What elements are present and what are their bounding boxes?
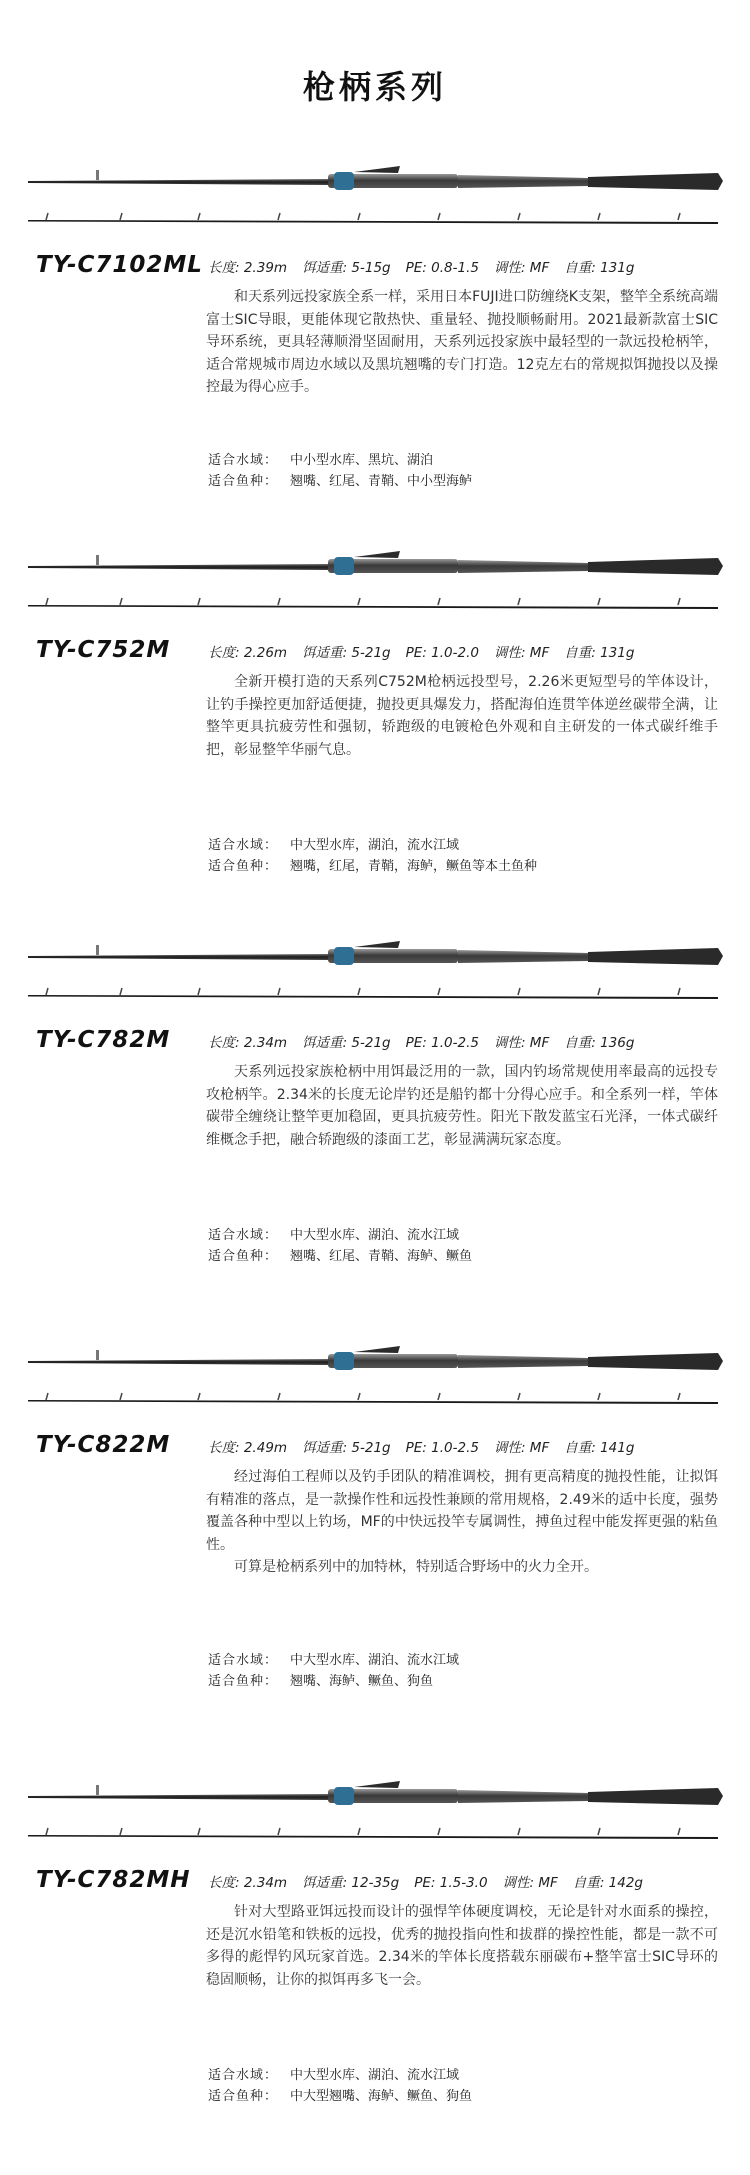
butt-cap xyxy=(588,173,723,190)
tip-guide xyxy=(278,988,280,995)
spec-value: 1.0-2.5 xyxy=(431,1035,479,1051)
spec-value: 136g xyxy=(600,1035,635,1051)
description-paragraph: 全新开模打造的天系列C752M枪柄远投型号，2.26米更短型号的竿体设计，让钓手操控更加舒适便捷，抛投更具爆发力，搭配海伯连贯竿体逆丝碳带全满，让整竿更具抗疲劳性和强韧，轿跑级的电镀枪色外观和自主研发的一体式碳纤维手把，彰显整竿华丽气息。 xyxy=(206,674,718,758)
fish-label: 适合鱼种： xyxy=(208,859,279,874)
water-value: 中大型水库、湖泊、流水江域 xyxy=(290,1228,460,1243)
tip-guide xyxy=(358,598,360,605)
spec-item: 调性: MF xyxy=(493,1440,550,1456)
tip-guide xyxy=(46,598,48,605)
rod-image xyxy=(28,545,728,615)
spec-label: 调性 xyxy=(493,645,521,661)
tip-guide xyxy=(198,598,200,605)
tip-guide xyxy=(198,1828,200,1835)
tip-guide xyxy=(678,1828,680,1835)
spec-item: 调性: MF xyxy=(493,260,550,276)
tip-guide xyxy=(358,1828,360,1835)
product-section xyxy=(0,160,750,560)
spec-value: 5-15g xyxy=(351,260,391,276)
spec-value: MF xyxy=(529,645,550,661)
spec-row xyxy=(208,641,649,661)
spec-label: PE xyxy=(414,1875,431,1891)
tip-guide xyxy=(438,1828,440,1835)
rod-image xyxy=(28,935,728,1005)
spec-label: 自重 xyxy=(564,1440,592,1456)
spec-item: 自重: 131g xyxy=(564,260,635,276)
water-label: 适合水域： xyxy=(208,453,279,468)
model-name: TY-C782MH xyxy=(36,1867,191,1893)
spec-item: 饵适重: 5-21g xyxy=(302,1440,391,1456)
fish-value: 翘嘴，红尾，青鞘，海鲈，鳜鱼等本土鱼种 xyxy=(290,859,538,874)
spec-row xyxy=(208,1436,649,1456)
tip-guide xyxy=(120,1828,122,1835)
water-row xyxy=(208,1225,472,1246)
trigger xyxy=(354,1781,400,1788)
tip-guide xyxy=(278,1828,280,1835)
water-row xyxy=(208,1650,459,1671)
tip-guide xyxy=(358,988,360,995)
spec-value: 5-21g xyxy=(351,1035,391,1051)
spec-label: PE xyxy=(405,260,423,276)
tip-guide xyxy=(518,1393,520,1400)
tip-guide xyxy=(678,213,680,220)
description xyxy=(206,1901,718,1991)
tip-guide xyxy=(198,213,200,220)
tip-guide xyxy=(518,213,520,220)
tip-guide xyxy=(598,598,600,605)
spec-value: 1.5-3.0 xyxy=(439,1875,488,1891)
suitability xyxy=(208,1650,459,1692)
water-label: 适合水域： xyxy=(208,2068,279,2083)
tip-guide xyxy=(598,1393,600,1400)
rear-grip xyxy=(458,1790,588,1803)
spec-label: 饵适重 xyxy=(302,1035,343,1051)
spec-item: 饵适重: 12-35g xyxy=(302,1875,400,1891)
tip-guide xyxy=(438,598,440,605)
tip-guide xyxy=(198,1393,200,1400)
spec-item: PE: 1.5-3.0 xyxy=(414,1875,488,1891)
tip-guide xyxy=(598,988,600,995)
spec-value: MF xyxy=(529,1440,550,1456)
fish-row xyxy=(208,856,537,877)
rod-tip-section xyxy=(28,598,718,609)
spec-label: 调性 xyxy=(493,1440,521,1456)
spec-label: 长度 xyxy=(208,1875,235,1891)
spec-item: PE: 1.0-2.0 xyxy=(405,645,479,661)
tip-guide xyxy=(120,598,122,605)
description xyxy=(206,671,718,761)
water-label: 适合水域： xyxy=(208,1228,279,1243)
tip-guide xyxy=(198,988,200,995)
spec-label: 长度 xyxy=(208,1440,235,1456)
water-row xyxy=(208,450,472,471)
spec-value: 5-21g xyxy=(351,645,391,661)
fish-value: 翘嘴、红尾、青鞘、中小型海鲈 xyxy=(290,474,473,489)
spec-label: 饵适重 xyxy=(302,645,343,661)
spec-label: 长度 xyxy=(208,1035,235,1051)
description-paragraph: 针对大型路亚饵远投而设计的强悍竿体硬度调校，无论是针对水面系的操控，还是沉水铅笔和铁板的远投，优秀的抛投指向性和拔群的操控性能，都是一款不可多得的彪悍钓风玩家首选。2.34米的竿体长度搭载东丽碳布+整竿富士SIC导环的稳固顺畅，让你的拟饵再多飞一会。 xyxy=(206,1904,718,1988)
spec-value: 2.34m xyxy=(243,1035,288,1051)
spec-item: 饵适重: 5-21g xyxy=(302,1035,391,1051)
rod-butt-section xyxy=(28,166,723,190)
guide-ring xyxy=(96,945,99,955)
product-section xyxy=(0,1340,750,1740)
fish-label: 适合鱼种： xyxy=(208,1674,279,1689)
product-section xyxy=(0,1775,750,2175)
tip-guide xyxy=(278,213,280,220)
trigger xyxy=(354,941,400,948)
spec-value: MF xyxy=(529,260,550,276)
guide-ring xyxy=(96,1350,99,1360)
spec-item: PE: 1.0-2.5 xyxy=(405,1440,479,1456)
description-paragraph: 可算是枪柄系列中的加特林，特别适合野场中的火力全开。 xyxy=(234,1559,598,1575)
spec-value: 12-35g xyxy=(351,1875,400,1891)
reel-seat-accent xyxy=(334,1787,354,1805)
rod-tip-section xyxy=(28,988,718,999)
spec-item: PE: 1.0-2.5 xyxy=(405,1035,479,1051)
rear-grip xyxy=(458,950,588,963)
tip-guide xyxy=(358,213,360,220)
tip-guide xyxy=(120,988,122,995)
page-title: 枪柄系列 xyxy=(302,69,447,105)
spec-item: 调性: MF xyxy=(493,1035,550,1051)
spec-value: 2.49m xyxy=(243,1440,288,1456)
spec-label: 调性 xyxy=(493,1035,521,1051)
spec-item: 自重: 136g xyxy=(564,1035,635,1051)
tip-guide xyxy=(46,213,48,220)
spec-value: 2.39m xyxy=(243,260,288,276)
spec-item: 饵适重: 5-15g xyxy=(302,260,391,276)
spec-value: 141g xyxy=(600,1440,635,1456)
fish-label: 适合鱼种： xyxy=(208,2089,279,2104)
rod-image xyxy=(28,160,728,230)
model-name: TY-C7102ML xyxy=(36,252,203,278)
rear-grip xyxy=(458,560,588,573)
spec-label: PE xyxy=(405,1440,423,1456)
description xyxy=(206,1466,718,1579)
tip-guide xyxy=(598,213,600,220)
suitability xyxy=(208,2065,472,2107)
tip-guide xyxy=(678,988,680,995)
trigger xyxy=(354,166,400,173)
product-section xyxy=(0,545,750,945)
butt-cap xyxy=(588,1788,723,1805)
tip-guide xyxy=(358,1393,360,1400)
rear-grip xyxy=(458,175,588,188)
guide-ring xyxy=(96,1785,99,1795)
rod-butt-section xyxy=(28,1346,723,1370)
water-row xyxy=(208,2065,472,2086)
spec-value: 2.34m xyxy=(243,1875,288,1891)
trigger xyxy=(354,1346,400,1353)
fish-row xyxy=(208,1246,472,1267)
rod-image xyxy=(28,1340,728,1410)
tip-guide xyxy=(518,988,520,995)
rod-butt-section xyxy=(28,941,723,965)
suitability xyxy=(208,450,472,492)
water-row xyxy=(208,835,537,856)
spec-item: 饵适重: 5-21g xyxy=(302,645,391,661)
spec-item: 自重: 141g xyxy=(564,1440,635,1456)
tip-guide xyxy=(678,1393,680,1400)
spec-label: 调性 xyxy=(493,260,521,276)
spec-label: 自重 xyxy=(572,1875,600,1891)
spec-label: 调性 xyxy=(502,1875,530,1891)
spec-label: 自重 xyxy=(564,645,592,661)
tip-guide xyxy=(438,213,440,220)
water-value: 中大型水库、湖泊、流水江域 xyxy=(290,2068,460,2083)
spec-item: 调性: MF xyxy=(502,1875,558,1891)
tip-guide xyxy=(46,988,48,995)
guide-ring xyxy=(96,170,99,180)
spec-item: 长度: 2.49m xyxy=(208,1440,288,1456)
spec-label: 长度 xyxy=(208,260,235,276)
fish-row xyxy=(208,471,472,492)
reel-seat-accent xyxy=(334,172,354,190)
rod-image xyxy=(28,1775,728,1845)
fish-row xyxy=(208,1671,459,1692)
rod-tip-section xyxy=(28,1828,718,1839)
tip-guide xyxy=(678,598,680,605)
description xyxy=(206,1061,718,1151)
model-name: TY-C822M xyxy=(36,1432,171,1458)
model-name: TY-C782M xyxy=(36,1027,171,1053)
tip-guide xyxy=(438,988,440,995)
spec-label: 自重 xyxy=(564,1035,592,1051)
spec-label: 自重 xyxy=(564,260,592,276)
spec-value: MF xyxy=(529,1035,550,1051)
fish-row xyxy=(208,2086,472,2107)
spec-value: 1.0-2.0 xyxy=(431,645,479,661)
water-value: 中大型水库，湖泊，流水江域 xyxy=(290,838,460,853)
rod-butt-section xyxy=(28,1781,723,1805)
spec-value: MF xyxy=(538,1875,558,1891)
fish-label: 适合鱼种： xyxy=(208,474,279,489)
fish-value: 中大型翘嘴、海鲈、鳜鱼、狗鱼 xyxy=(290,2089,473,2104)
spec-item: 自重: 131g xyxy=(564,645,635,661)
butt-cap xyxy=(588,558,723,575)
fish-value: 翘嘴、海鲈、鳜鱼、狗鱼 xyxy=(290,1674,434,1689)
spec-item: 调性: MF xyxy=(493,645,550,661)
water-value: 中大型水库、湖泊、流水江域 xyxy=(290,1653,460,1668)
spec-label: 长度 xyxy=(208,645,235,661)
description-paragraph: 经过海伯工程师以及钓手团队的精准调校，拥有更高精度的抛投性能，让拟饵有精准的落点，是一款操作性和远投性兼顾的常用规格，2.49米的适中长度，强势覆盖各种中型以上钓场，MF的中快远投竿专属调性，搏鱼过程中能发挥更强的粘鱼性。 xyxy=(206,1469,718,1553)
butt-cap xyxy=(588,1353,723,1370)
tip-guide xyxy=(120,1393,122,1400)
tip-guide xyxy=(46,1393,48,1400)
spec-value: 131g xyxy=(600,645,635,661)
tip-guide xyxy=(278,598,280,605)
spec-item: PE: 0.8-1.5 xyxy=(405,260,479,276)
spec-value: 131g xyxy=(600,260,635,276)
spec-value: 1.0-2.5 xyxy=(431,1440,479,1456)
product-section xyxy=(0,935,750,1335)
spec-value: 142g xyxy=(608,1875,643,1891)
rear-grip xyxy=(458,1355,588,1368)
tip-guide xyxy=(46,1828,48,1835)
spec-value: 2.26m xyxy=(243,645,288,661)
water-label: 适合水域： xyxy=(208,838,279,853)
rod-tip-section xyxy=(28,213,718,224)
description-paragraph: 和天系列远投家族全系一样，采用日本FUJI进口防缠绕K支架，整竿全系统高端富士SIC导眼，更能体现它散热快、重量轻、抛投顺畅耐用。2021最新款富士SIC导环系统，更具轻薄顺滑坚固耐用，天系列远投家族中最轻型的一款远投枪柄竿，适合常规城市周边水域以及黑坑翘嘴的专门打造。12克左右的常规拟饵抛投以及操控最为得心应手。 xyxy=(206,289,718,395)
spec-value: 5-21g xyxy=(351,1440,391,1456)
rod-butt-section xyxy=(28,551,723,575)
spec-label: 饵适重 xyxy=(302,1440,343,1456)
spec-label: PE xyxy=(405,1035,423,1051)
spec-value: 0.8-1.5 xyxy=(431,260,479,276)
butt-cap xyxy=(588,948,723,965)
spec-row xyxy=(208,1871,658,1891)
water-label: 适合水域： xyxy=(208,1653,279,1668)
tip-guide xyxy=(518,598,520,605)
spec-row xyxy=(208,256,649,276)
tip-guide xyxy=(518,1828,520,1835)
spec-item: 长度: 2.39m xyxy=(208,260,288,276)
tip-guide xyxy=(120,213,122,220)
fish-value: 翘嘴、红尾、青鞘、海鲈、鳜鱼 xyxy=(290,1249,473,1264)
suitability xyxy=(208,835,537,877)
reel-seat-accent xyxy=(334,1352,354,1370)
tip-guide xyxy=(438,1393,440,1400)
water-value: 中小型水库、黑坑、湖泊 xyxy=(290,453,434,468)
fish-label: 适合鱼种： xyxy=(208,1249,279,1264)
rod-tip-section xyxy=(28,1393,718,1404)
reel-seat-accent xyxy=(334,947,354,965)
reel-seat-accent xyxy=(334,557,354,575)
tip-guide xyxy=(598,1828,600,1835)
tip-guide xyxy=(278,1393,280,1400)
description xyxy=(206,286,718,399)
spec-item: 自重: 142g xyxy=(572,1875,643,1891)
spec-item: 长度: 2.26m xyxy=(208,645,288,661)
suitability xyxy=(208,1225,472,1267)
guide-ring xyxy=(96,555,99,565)
spec-item: 长度: 2.34m xyxy=(208,1875,288,1891)
spec-label: 饵适重 xyxy=(302,1875,343,1891)
spec-label: PE xyxy=(405,645,423,661)
description-paragraph: 天系列远投家族枪柄中用饵最泛用的一款，国内钓场常规使用率最高的远投专攻枪柄竿。2.34米的长度无论岸钓还是船钓都十分得心应手。和全系列一样，竿体碳带全缠绕让整竿更加稳固，更具抗疲劳性。阳光下散发蓝宝石光泽，一体式碳纤维概念手把，融合轿跑级的漆面工艺，彰显满满玩家态度。 xyxy=(206,1064,718,1148)
spec-item: 长度: 2.34m xyxy=(208,1035,288,1051)
spec-row xyxy=(208,1031,649,1051)
spec-label: 饵适重 xyxy=(302,260,343,276)
trigger xyxy=(354,551,400,558)
model-name: TY-C752M xyxy=(36,637,171,663)
